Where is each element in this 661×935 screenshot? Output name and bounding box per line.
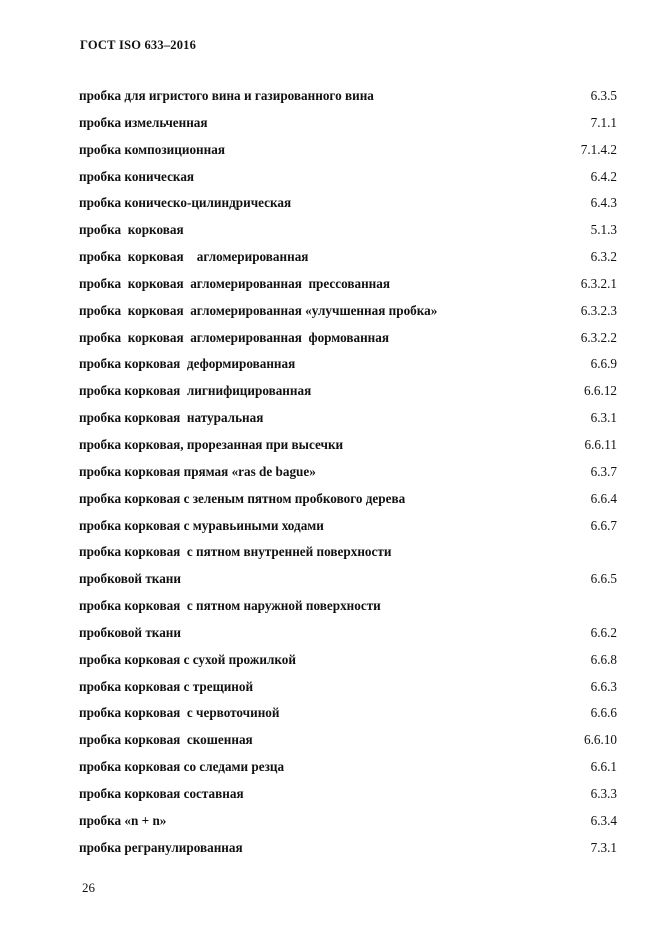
index-entry	[79, 808, 617, 835]
index-entry	[79, 593, 617, 620]
index-term: пробка корковая прямая «ras de bague»	[79, 463, 316, 479]
index-ref: 6.3.1	[590, 410, 617, 426]
index-entry	[79, 325, 617, 352]
index-ref: 6.3.2.2	[580, 329, 617, 345]
index-entry	[79, 647, 617, 674]
index-ref: 6.3.2	[590, 249, 617, 265]
index-entry	[79, 835, 617, 862]
index-term: пробка «n + n»	[79, 812, 167, 828]
index-term: пробка корковая агломерированная прессованная	[79, 275, 391, 291]
index-entry	[79, 539, 617, 566]
index-entry	[79, 432, 617, 459]
index-ref: 6.6.12	[584, 383, 617, 399]
index-ref: 6.3.5	[590, 88, 617, 103]
index-ref: 6.6.4	[590, 490, 617, 506]
index-term: пробка коническая	[79, 168, 195, 184]
index-term: пробка корковая агломерированная формованная	[79, 329, 390, 345]
index-ref: 6.6.3	[590, 678, 617, 694]
index-entry	[79, 566, 617, 593]
index-entry	[79, 190, 617, 217]
index-term: пробка корковая	[79, 222, 184, 238]
index-ref: 6.3.2.3	[580, 302, 617, 318]
index-entry	[79, 513, 617, 540]
index-ref: 6.6.9	[590, 356, 617, 372]
index-entry	[79, 674, 617, 701]
index-entry	[79, 700, 617, 727]
index-term: пробка для игристого вина и газированного вина	[79, 88, 374, 103]
index-term: пробковой ткани	[79, 624, 181, 640]
index-ref: 6.6.1	[590, 759, 617, 775]
index-entry	[79, 486, 617, 513]
index-term: пробка корковая скошенная	[79, 732, 253, 748]
index-term: пробка коническо-цилиндрическая	[79, 195, 292, 211]
index-ref: 6.3.4	[590, 812, 617, 828]
index-ref: 6.3.7	[590, 463, 617, 479]
index-ref: 6.6.2	[590, 624, 617, 640]
index-ref: 7.3.1	[590, 839, 617, 855]
index-ref: 6.6.11	[584, 436, 617, 452]
index-entry	[79, 244, 617, 271]
index-term: пробка корковая с пятном внутренней поверхности	[79, 544, 392, 560]
index-term: пробка корковая, прорезанная при высечки	[79, 436, 344, 452]
term-index-list	[79, 83, 617, 861]
index-ref: 7.1.4.2	[580, 141, 617, 157]
index-entry	[79, 620, 617, 647]
index-ref: 6.6.6	[590, 705, 617, 721]
index-ref: 7.1.1	[590, 114, 617, 130]
index-entry	[79, 271, 617, 298]
index-term: пробка корковая деформированная	[79, 356, 296, 372]
index-term: пробка регранулированная	[79, 839, 243, 855]
index-entry	[79, 405, 617, 432]
index-term: пробка корковая натуральная	[79, 410, 264, 426]
index-entry	[79, 164, 617, 191]
index-term: пробка корковая составная	[79, 785, 244, 801]
index-entry	[79, 754, 617, 781]
index-term: пробка корковая агломерированная	[79, 249, 309, 265]
index-entry	[79, 459, 617, 486]
index-entry	[79, 378, 617, 405]
index-ref: 6.3.3	[590, 785, 617, 801]
index-entry	[79, 298, 617, 325]
index-entry	[79, 83, 617, 110]
index-entry	[79, 727, 617, 754]
index-term: пробка корковая с пятном наружной поверхности	[79, 598, 381, 614]
index-entry	[79, 781, 617, 808]
index-entry	[79, 217, 617, 244]
index-ref: 6.3.2.1	[580, 275, 617, 291]
index-ref: 6.6.5	[590, 571, 617, 587]
index-term: пробка корковая агломерированная «улучшенная пробка»	[79, 302, 438, 318]
index-term: пробка корковая с трещиной	[79, 678, 254, 694]
index-term: пробка корковая с зеленым пятном пробкового дерева	[79, 490, 406, 506]
index-ref: 6.4.2	[590, 168, 617, 184]
index-ref: 6.6.10	[584, 732, 617, 748]
index-term: пробка корковая с сухой прожилкой	[79, 651, 296, 667]
index-term: пробка корковая со следами резца	[79, 759, 285, 775]
index-ref: 5.1.3	[590, 222, 617, 238]
index-entry	[79, 110, 617, 137]
index-entry	[79, 351, 617, 378]
page-number: 26	[82, 880, 95, 895]
index-ref: 6.4.3	[590, 195, 617, 211]
index-term: пробка корковая с муравьиными ходами	[79, 517, 324, 533]
document-header: ГОСТ ISO 633–2016	[80, 38, 197, 52]
index-term: пробка измельченная	[79, 114, 208, 130]
index-ref: 6.6.7	[590, 517, 617, 533]
index-term: пробка корковая лигнифицированная	[79, 383, 312, 399]
index-term: пробка корковая с червоточиной	[79, 705, 280, 721]
index-ref: 6.6.8	[590, 651, 617, 667]
index-term: пробка композиционная	[79, 141, 225, 157]
index-term: пробковой ткани	[79, 571, 181, 587]
index-entry	[79, 137, 617, 164]
